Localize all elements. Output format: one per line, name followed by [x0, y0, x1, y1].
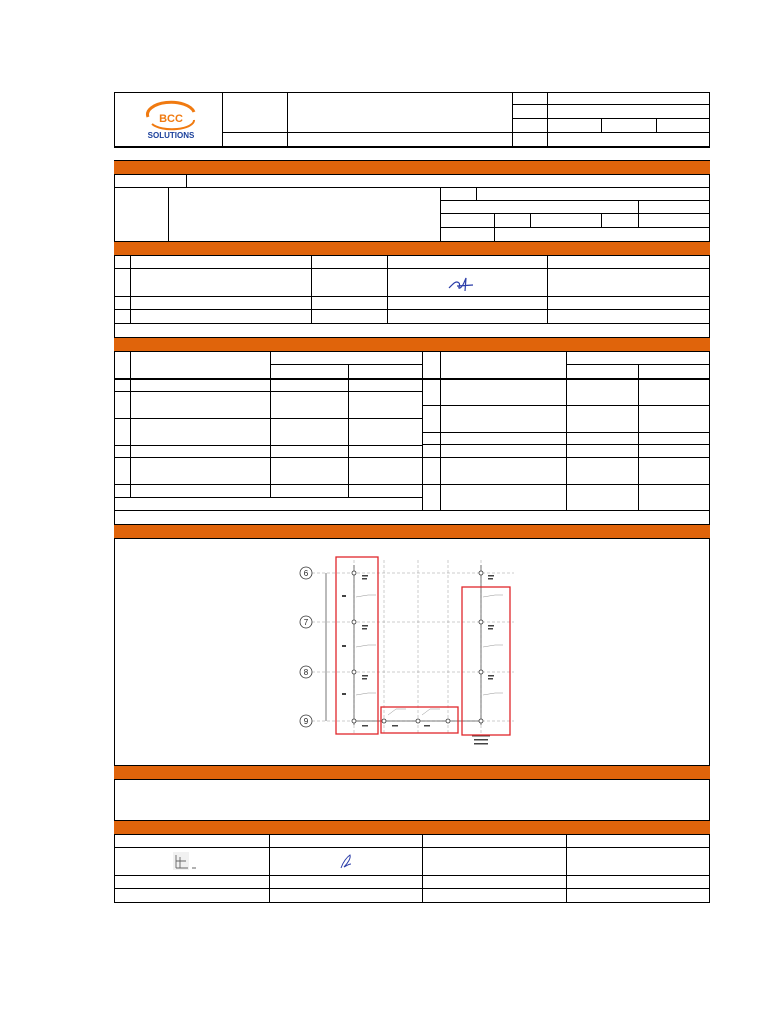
signature-inspector — [447, 274, 475, 294]
signature-reviewed — [336, 852, 356, 872]
section-band-4 — [114, 524, 710, 539]
section-band-3 — [114, 337, 710, 352]
logo-bottom-text: SOLUTIONS — [147, 131, 195, 140]
section-band-5 — [114, 765, 710, 780]
logo-top-text: BCC — [159, 113, 183, 125]
section-band-1 — [114, 160, 710, 175]
company-logo — [140, 100, 202, 142]
section-band-6 — [114, 820, 710, 835]
grid-label-7: 7 — [303, 618, 309, 627]
grid-label-9: 9 — [303, 717, 309, 726]
grid-label-6: 6 — [303, 569, 309, 578]
signature-prepared — [172, 851, 202, 873]
section-band-2 — [114, 241, 710, 256]
highlight-right-column — [462, 587, 510, 735]
structural-drawing — [296, 555, 518, 750]
grid-label-8: 8 — [303, 668, 309, 677]
